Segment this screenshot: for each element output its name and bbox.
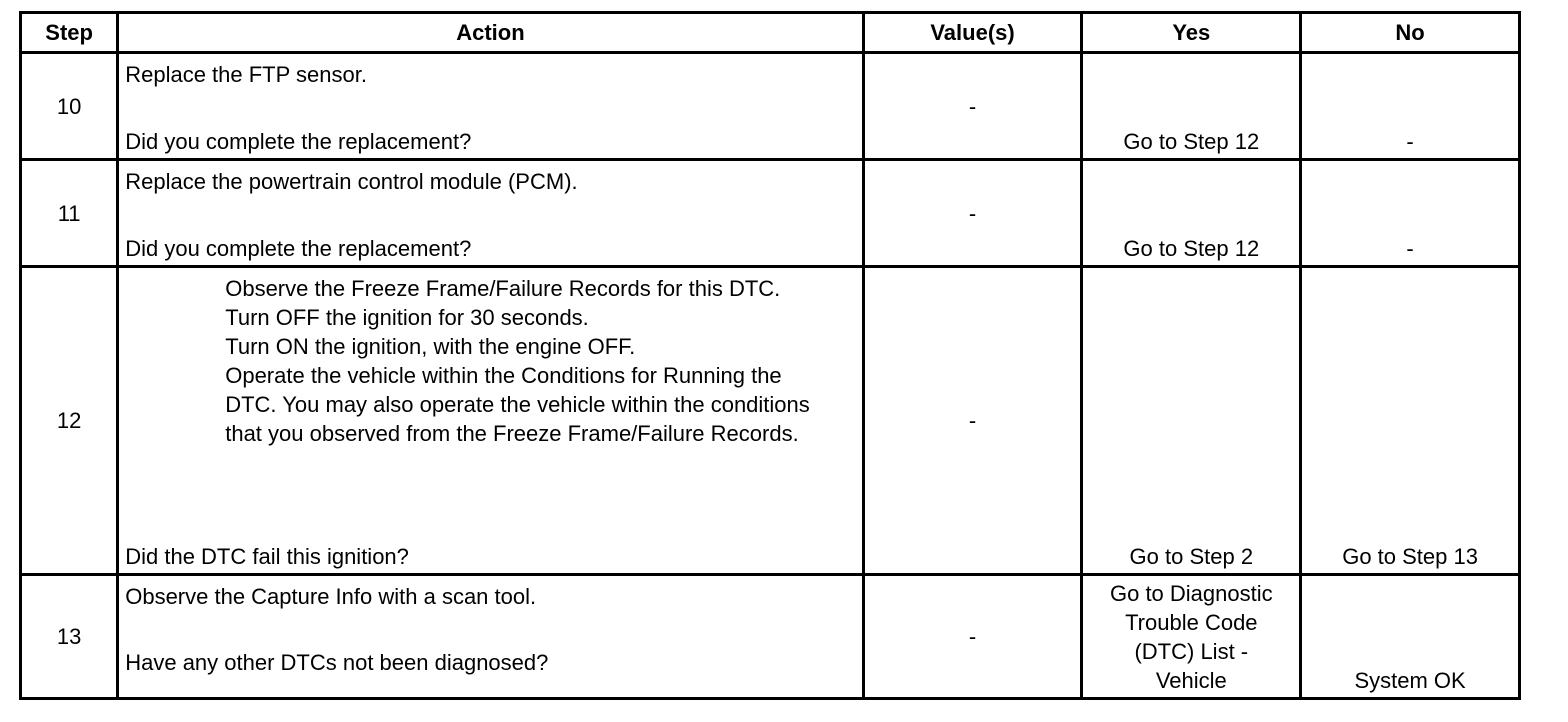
action-cell <box>118 267 863 575</box>
yes-result-line: (DTC) List - <box>1134 639 1249 664</box>
list-item: Observe the Freeze Frame/Failure Records for this DTC. <box>225 276 781 301</box>
no-cell <box>1301 53 1520 160</box>
action-steps-list <box>225 274 821 448</box>
table-row <box>21 267 1520 575</box>
table-row <box>21 160 1520 267</box>
action-question: Did the DTC fail this ignition? <box>125 544 409 569</box>
no-result: - <box>1406 129 1414 154</box>
table-row <box>21 575 1520 699</box>
no-cell <box>1301 160 1520 267</box>
action-question: Have any other DTCs not been diagnosed? <box>125 650 549 675</box>
list-item: Turn ON the ignition, with the engine OFF. <box>225 334 636 359</box>
no-cell <box>1301 575 1520 699</box>
yes-cell <box>1082 267 1301 575</box>
no-cell <box>1301 267 1520 575</box>
yes-result: Go to Step 12 <box>1123 236 1260 261</box>
value-cell: - <box>863 53 1082 160</box>
yes-cell <box>1082 575 1301 699</box>
yes-result: Go to Step 2 <box>1129 544 1254 569</box>
action-question: Did you complete the replacement? <box>125 236 472 261</box>
value-cell: - <box>863 575 1082 699</box>
action-cell <box>118 575 863 699</box>
list-item: Operate the vehicle within the Conditions for Running the DTC. You may also operate the vehicle within the conditions that you observed from the Freeze Frame/Failure Records. <box>225 363 810 446</box>
list-item: Turn OFF the ignition for 30 seconds. <box>225 305 589 330</box>
header-no: No <box>1301 13 1520 53</box>
action-cell <box>118 53 863 160</box>
step-number: 13 <box>21 575 118 699</box>
action-text: Replace the FTP sensor. <box>125 62 367 87</box>
diagnostic-table <box>19 11 1521 700</box>
value-cell: - <box>863 160 1082 267</box>
action-text: Replace the powertrain control module (PCM). <box>125 169 578 194</box>
step-number: 12 <box>21 267 118 575</box>
step-number: 10 <box>21 53 118 160</box>
header-yes: Yes <box>1082 13 1301 53</box>
yes-cell <box>1082 160 1301 267</box>
no-result: - <box>1406 236 1414 261</box>
yes-cell <box>1082 53 1301 160</box>
yes-result <box>1083 579 1299 695</box>
step-number: 11 <box>21 160 118 267</box>
yes-result: Go to Step 12 <box>1123 129 1260 154</box>
header-values: Value(s) <box>863 13 1082 53</box>
action-cell <box>118 160 863 267</box>
header-step: Step <box>21 13 118 53</box>
yes-result-line: Trouble Code <box>1125 610 1258 635</box>
no-result: System OK <box>1354 668 1466 693</box>
header-row <box>21 13 1520 53</box>
value-cell: - <box>863 267 1082 575</box>
yes-result-line: Vehicle <box>1155 668 1227 693</box>
table-row <box>21 53 1520 160</box>
header-action: Action <box>118 13 863 53</box>
action-question: Did you complete the replacement? <box>125 129 472 154</box>
yes-result-line: Go to Diagnostic <box>1109 581 1273 606</box>
no-result: Go to Step 13 <box>1342 544 1478 569</box>
action-text: Observe the Capture Info with a scan tool. <box>125 584 537 609</box>
